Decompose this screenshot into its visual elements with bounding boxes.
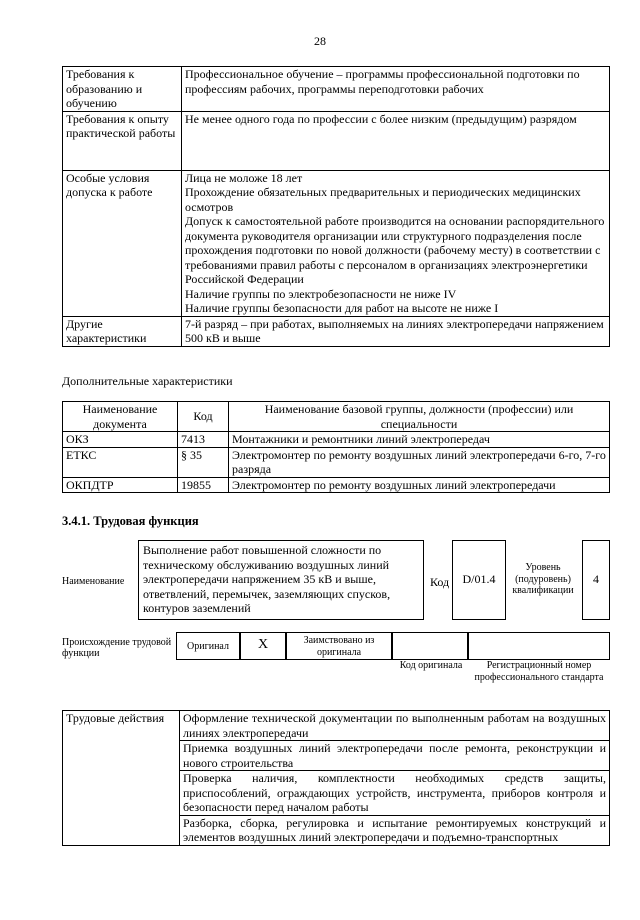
action-item: Оформление технической документации по выполненным работам на воздушных линиях электропередачи	[180, 711, 610, 741]
function-heading: 3.4.1. Трудовая функция	[62, 514, 199, 528]
column-header: Код	[178, 402, 229, 432]
value-line: Допуск к самостоятельной работе производится на основании распорядительного документа руководителя организации или структурного подразделения после прохождения подготовки по новой должности (рабочему месту) в соответствии с требованиями правил работы с персоналом в организациях электроэнергетики Российской Федерации	[185, 214, 605, 286]
reg-number-caption: Регистрационный номер профессионального стандарта	[474, 660, 604, 683]
column-header: Наименование базовой группы, должности (профессии) или специальности	[229, 402, 610, 432]
level-label: Уровень (подуровень) квалификации	[512, 562, 574, 596]
original-box: Оригинал	[176, 632, 240, 660]
additional-title: Дополнительные характеристики	[62, 374, 233, 388]
table-row	[63, 447, 610, 477]
table-cell: Монтажники и ремонтники линий электропередач	[229, 432, 610, 448]
value-line: Не менее одного года по профессии с более низким (предыдущим) разрядом	[185, 111, 577, 126]
table-header-row	[63, 402, 610, 432]
row-value	[182, 316, 610, 346]
code-label: Код	[430, 575, 450, 589]
table-row	[63, 432, 610, 448]
value-line: Наличие группы по электробезопасности не ниже IV	[185, 286, 457, 301]
origin-label: Происхождение трудовой функции	[62, 637, 172, 659]
value-line: Прохождение обязательных предварительных и периодических медицинских осмотров	[185, 185, 581, 214]
row-label: Требования к образованию и обучению	[63, 67, 182, 112]
borrowed-box: Заимствовано из оригинала	[286, 632, 392, 660]
table-row	[63, 111, 610, 170]
function-code-box: D/01.4	[452, 540, 506, 620]
column-header: Наименование документа	[63, 402, 178, 432]
page-number: 28	[314, 34, 326, 48]
function-name-box: Выполнение работ повышенной сложности по техническому обслуживанию воздушных линий электропередачи напряжением 35 кВ и выше, ответвлений, перемычек, заземляющих спусков, контуров заземлений	[138, 540, 424, 620]
table-row	[63, 170, 610, 316]
code-original-caption: Код оригинала	[399, 660, 463, 671]
row-label: Требования к опыту практической работы	[63, 111, 182, 170]
row-value	[182, 111, 610, 170]
value-line: Наличие группы безопасности для работ на высоте не ниже I	[185, 301, 499, 315]
reg-number-box	[468, 632, 610, 660]
name-label: Наименование	[62, 576, 125, 587]
row-value	[182, 170, 610, 316]
level-value-box: 4	[582, 540, 610, 620]
table-row	[63, 67, 610, 112]
requirements-table	[62, 66, 610, 347]
table-cell: Электромонтер по ремонту воздушных линий электропередачи 6-го, 7-го разряда	[229, 447, 610, 477]
table-cell: ЕТКС	[63, 447, 178, 477]
action-item: Проверка наличия, комплектности необходимых средств защиты, приспособлений, ограждающих устройств, инструмента, приборов контроля и безопасности перед началом работы	[180, 771, 610, 816]
row-value	[182, 67, 610, 112]
actions-table	[62, 710, 610, 846]
table-cell: § 35	[178, 447, 229, 477]
table-cell: 7413	[178, 432, 229, 448]
table-cell: Электромонтер по ремонту воздушных линий электропередачи	[229, 477, 610, 493]
actions-label: Трудовые действия	[63, 711, 180, 846]
table-cell: 19855	[178, 477, 229, 493]
table-cell: ОКПДТР	[63, 477, 178, 493]
table-row	[63, 477, 610, 493]
original-mark: X	[240, 632, 286, 660]
row-label: Другие характеристики	[63, 316, 182, 346]
code-original-box	[392, 632, 468, 660]
additional-table	[62, 401, 610, 493]
table-row	[63, 711, 610, 741]
value-line: Профессиональное обучение – программы профессиональной подготовки по профессиям рабочих, программы переподготовки рабочих	[185, 67, 580, 96]
row-label: Особые условия допуска к работе	[63, 170, 182, 316]
table-row	[63, 316, 610, 346]
action-item: Разборка, сборка, регулировка и испытание ремонтируемых конструкций и элементов воздушных линий электропередачи и подъемно-транспортных	[180, 815, 610, 845]
value-line: Лица не моложе 18 лет	[185, 170, 303, 185]
value-line: 7-й разряд – при работах, выполняемых на линиях электропередачи напряжением 500 кВ и выше	[185, 316, 604, 345]
action-item: Приемка воздушных линий электропередачи после ремонта, реконструкции и нового строительства	[180, 741, 610, 771]
table-cell: ОКЗ	[63, 432, 178, 448]
